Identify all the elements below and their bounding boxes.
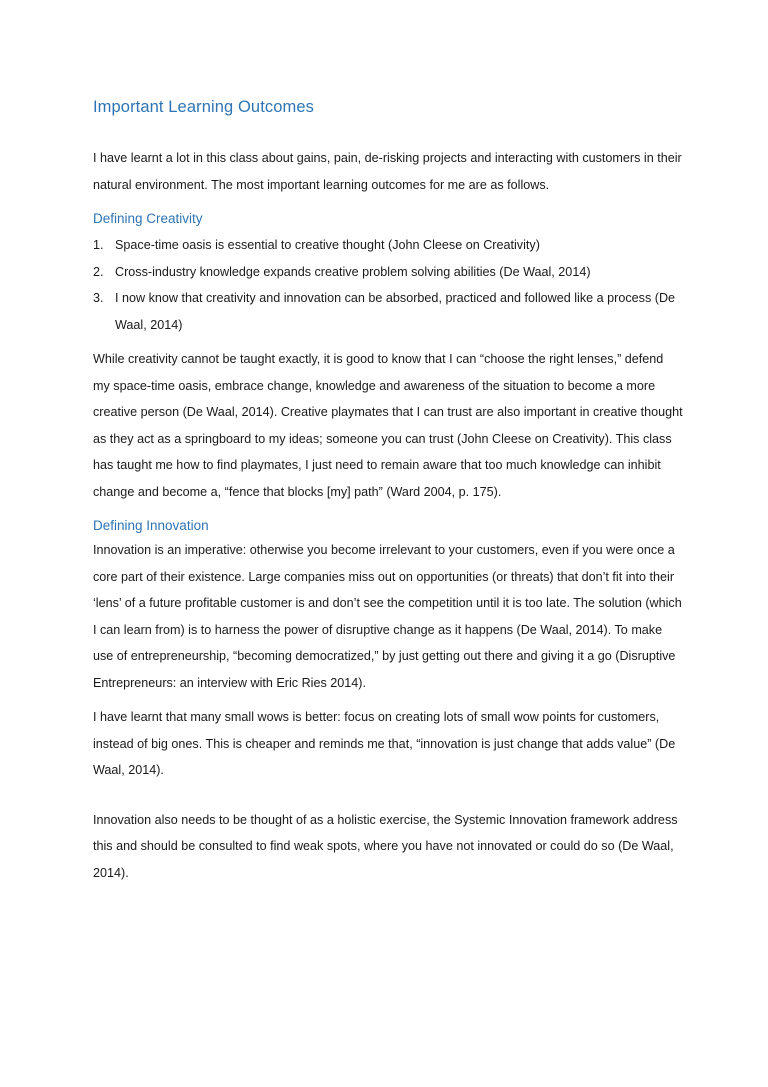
list-item-number: 2. <box>93 264 104 279</box>
document-page <box>93 96 683 886</box>
list-item-text: I now know that creativity and innovation can be absorbed, practiced and followed like a process (De Waal, 2014) <box>115 291 676 332</box>
section-heading-innovation: Defining Innovation <box>93 518 209 533</box>
list-item-text: Cross-industry knowledge expands creative problem solving abilities (De Waal, 2014) <box>115 264 591 279</box>
page-title: Important Learning Outcomes <box>93 98 314 116</box>
section-heading-creativity: Defining Creativity <box>93 211 203 226</box>
innovation-paragraph: Innovation also needs to be thought of as a holistic exercise, the Systemic Innovation framework address this and should be consulted to find weak spots, where you have not innovated or could do so (De Waal, 2014). <box>93 812 678 880</box>
list-item <box>93 232 683 259</box>
intro-paragraph: I have learnt a lot in this class about gains, pain, de-risking projects and interacting with customers in their natural environment. The most important learning outcomes for me are as follows. <box>93 151 682 192</box>
list-item-number: 3. <box>93 291 104 305</box>
innovation-paragraph: Innovation is an imperative: otherwise you become irrelevant to your customers, even if you were once a core part of their existence. Large companies miss out on opportunities (or threats) that don’t fit into their ‘lens’ of a future profitable customer is and don’t see the competition until it is too late. The solution (which I can learn from) is to harness the power of disruptive change as it happens (De Waal, 2014). To make use of entrepreneurship, “becoming democratized,” by just getting out there and giving it a go (Disruptive Entrepreneurs: an interview with Eric Ries 2014). <box>93 543 682 690</box>
list-item-text: Space-time oasis is essential to creative thought (John Cleese on Creativity) <box>115 238 540 252</box>
innovation-paragraph: I have learnt that many small wows is better: focus on creating lots of small wow points for customers, instead of big ones. This is cheaper and reminds me that, “innovation is just change that adds value” (De Waal, 2014). <box>93 710 676 777</box>
creativity-outcomes-list <box>93 232 683 338</box>
list-item-number: 1. <box>93 238 104 252</box>
list-item <box>93 259 683 286</box>
list-item <box>93 285 683 338</box>
creativity-paragraph: While creativity cannot be taught exactly, it is good to know that I can “choose the right lenses,” defend my space-time oasis, embrace change, knowledge and awareness of the situation to become a more creative person (De Waal, 2014). Creative playmates that I can trust are also important in creative thought as they act as a springboard to my ideas; someone you can trust (John Cleese on Creativity). This class has taught me how to find playmates, I just need to remain aware that too much knowledge can inhibit change and become a, “fence that blocks [my] path” (Ward 2004, p. 175). <box>93 352 683 499</box>
